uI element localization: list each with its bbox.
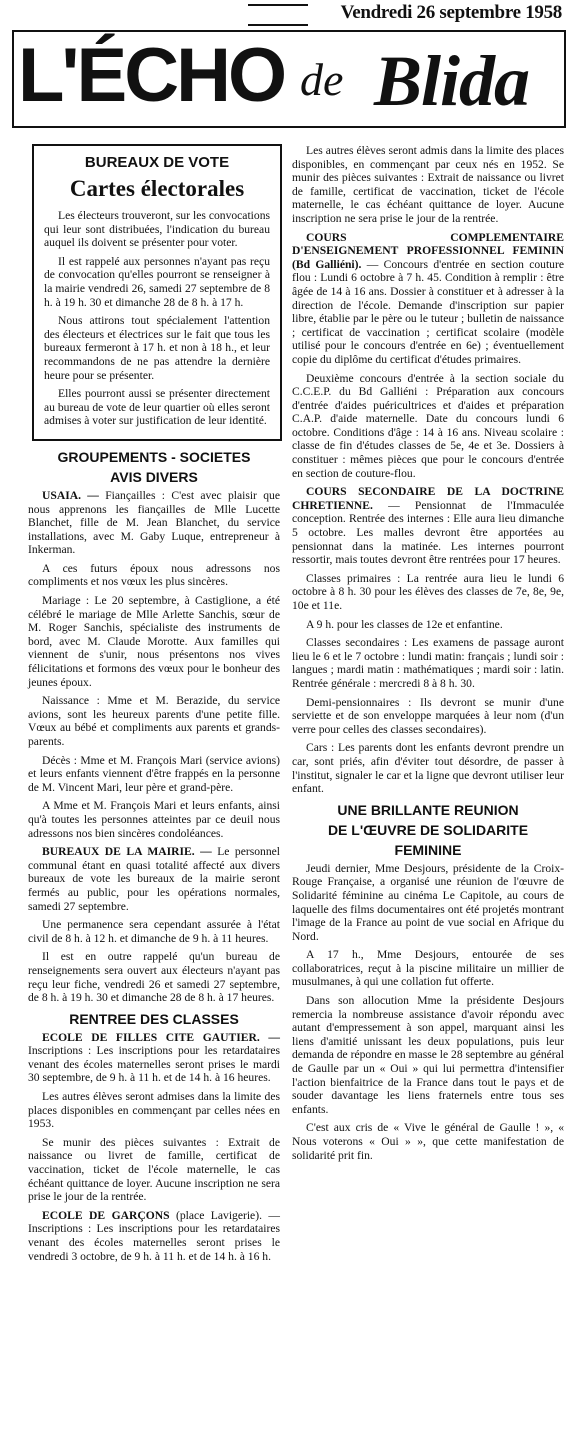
right-column [292, 144, 564, 1167]
groupements-heading: GROUPEMENTS - SOCIETES [57, 448, 251, 465]
masthead-de: de [300, 54, 344, 105]
article-paragraph: Les autres élèves seront admises dans la limite des places disponibles en commençant par celles nées en 1953. [28, 1090, 280, 1131]
filles-lead: ECOLE DE FILLES CITE GAUTIER. — [42, 1030, 280, 1044]
usaia-text: Fiançailles : C'est avec plaisir que nous apprenons les fiançailles de Mlle Lucette Blanchet, fille de M. Jean Blanchet, du service installations, avec M. Gaby Luque, entrepreneur à Inkerman. [28, 488, 280, 557]
masthead-echo: L'ÉCHO [18, 33, 285, 118]
garcons-lead: ECOLE DE GARÇONS [42, 1208, 170, 1222]
vote-paragraph: Il est rappelé aux personnes n'ayant pas reçu de convocation qu'elles pourront se renseigner à la mairie vendredi 26, samedi 27 septembre de 8 h. à 19 h. 30 et dimanche 28 de 8 h. à 17 h. [44, 254, 270, 309]
avis-divers-heading: AVIS DIVERS [110, 468, 198, 485]
article-paragraph [28, 1209, 280, 1263]
article-paragraph [28, 1031, 280, 1085]
article-paragraph: C'est aux cris de « Vive le général de Gaulle ! », « Nous voterons « Oui » », que cette manifestation de solidarité prit fin. [292, 1121, 564, 1162]
reunion-heading-1: UNE BRILLANTE REUNION [337, 801, 519, 818]
vote-heading: BUREAUX DE VOTE [84, 154, 230, 171]
reunion-heading-2: DE L'ŒUVRE DE SOLIDARITE [327, 821, 529, 838]
cours-lead: COURS COMPLEMENTAIRE D'ENSEIGNEMENT PROFESSIONNEL FEMININ (Bd Galliéni). [292, 230, 564, 271]
doctrine-text: — Pensionnat de l'Immaculée conception. Rentrée des internes : Elle aura lieu dimanche 5 octobre. Les malles devront être apportées au pensionnat dans la matinée. Les internes pourront ressortir, mais toutes devront être rentrées pour 17 heures. [292, 498, 564, 567]
article-paragraph: A ces futurs époux nous adressons nos compliments et nos vœux les plus sincères. [28, 561, 280, 589]
article-paragraph [28, 489, 280, 557]
masthead [12, 30, 566, 128]
usaia-lead: USAIA. — [42, 488, 99, 502]
article-paragraph: Cars : Les parents dont les enfants devront prendre un car, sont priés, afin d'éviter tout désordre, de passer à l'institut, signaler le car et la ligne que devront utiliser leur enfant. [292, 741, 564, 796]
article-paragraph: Demi-pensionnaires : Ils devront se munir d'une serviette et de son enveloppe marquées à leur nom (d'un verre pour celles des classes secondaires). [292, 695, 564, 736]
article-paragraph: Deuxième concours d'entrée à la section sociale du C.C.E.P. du Bd Galliéni : Préparation aux concours d'entrée d'aides puéricultrices et d'aides et préparation C.A.P. d'aide maternelle. Date du concours lundi 6 octobre. Conditions d'âge : 14 à 16 ans. Niveau scolaire : classe de fin d'études classes de 5e, 4e et 3e. Dossiers à constituer : mêmes pièces que pour le concours d'entrée en section de couture-flou. [292, 371, 564, 480]
mairie-text: Le personnel communal étant en quasi totalité affecté aux divers bureaux de vote les bureaux de la mairie seront fermés au public, pour les opérations normales, samedi 27 septembre. [28, 845, 280, 913]
garcons-text: (place Lavigerie). — Inscriptions : Les inscriptions pour les retardataires venant des écoles maternelles seront prises le vendredi 3 octobre, de 9 h. à 11 h. et de 14 h. à 16 h. [28, 1208, 281, 1263]
article-paragraph: A Mme et M. François Mari et leurs enfants, ainsi qu'à toutes les personnes atteintes par ce deuil nous adressons nos bien sincères condoléances. [28, 799, 280, 840]
article-paragraph: A 9 h. pour les classes de 12e et enfantine. [306, 617, 503, 631]
vote-paragraph: Nous attirons tout spécialement l'attention des électeurs et électrices sur le fait que tous les bureaux fermeront à 17 h. et non à 18 h., et leur recommandons de ne pas attendre la dernière heure pour se présenter. [44, 314, 270, 382]
article-paragraph: Les autres élèves seront admis dans la limite des places disponibles, en commençant par ceux nés en 1952. Se munir des pièces suivantes : Extrait de naissance ou livret de famille, certificat de vaccination, ticket de l'école maternelle, le cas échéant quittance de loyer. Aucune inscription ne sera prise le jour de la rentrée. [292, 144, 564, 225]
mairie-lead: BUREAUX DE LA MAIRIE. — [42, 845, 212, 859]
article-paragraph: A 17 h., Mme Desjours, entourée de ses collaboratrices, reçut à la piscine militaire un millier de musulmanes, à qui une collation fut offerte. [292, 948, 564, 989]
article-paragraph [28, 845, 280, 913]
article-paragraph: Naissance : Mme et M. Berazide, du service avions, sont les heureux parents d'une petite fille. Vœux au bébé et compliments aux parents et grands-parents. [28, 694, 280, 748]
issue-date: Vendredi 26 septembre 1958 [340, 2, 562, 23]
cours-text: — Concours d'entrée en section couture flou : Lundi 6 octobre à 7 h. 45. Condition à remplir : être âgée de 14 à 16 ans. Dossier à constituer et à adresser à la direction de l'école. Demande d'inscription sur papier libre, établie par le père ou le tuteur ; bulletin de naissance ; certificat de vaccination ; certificat scolaire (modèle utilisé pour le concours d'entrée en 6e) ; éventuellement copie du diplôme du certificat d'études primaires. [292, 257, 564, 366]
vote-paragraph: Elles pourront aussi se présenter directement au bureau de vote de leur quartier où elles seront admises à voter sur justification de leur identité. [44, 387, 270, 428]
article-paragraph: Jeudi dernier, Mme Desjours, présidente de la Croix-Rouge Française, a organisé une réunion de l'œuvre de Solidarité féminine au cinéma Le Capitole, au cours de laquelle des films documentaires ont été projetés montrant l'image de la France au point de vue social en Afrique du Nord. [292, 861, 564, 943]
article-paragraph: Classes secondaires : Les examens de passage auront lieu le 6 et le 7 octobre : lundi matin: français ; lundi soir : langues ; mardi matin : mathématiques ; mardi soir : latin. Rentrée générale : mercredi 8 à 8 h. 30. [292, 636, 564, 690]
article-paragraph: Décès : Mme et M. François Mari (service avions) et leurs enfants viennent d'être frappés en la personne de M. Vincent Mari, leur père et grand-père. [28, 753, 280, 794]
article-paragraph [292, 231, 564, 367]
article-paragraph: Il est en outre rappelé qu'un bureau de renseignements sera ouvert aux électeurs n'ayant pas reçu leur fiche, vendredi 26 et samedi 27 septembre, de 8 h. à 19 h. 30 et dimanche 28 de 8 h. à 17 heures. [28, 950, 280, 1005]
article-paragraph: Une permanence sera cependant assurée à l'état civil de 8 h. à 12 h. et dimanche de 9 h. à 11 heures. [28, 918, 280, 945]
doctrine-lead: COURS SECONDAIRE DE LA DOCTRINE CHRETIENNE. [292, 485, 564, 512]
article-paragraph: Se munir des pièces suivantes : Extrait de naissance ou livret de famille, certificat de vaccination, ticket de l'école maternelle, le cas échéant quittance de loyer. Aucune inscription ne sera prise le jour de la rentrée. [28, 1135, 280, 1204]
article-paragraph: Dans son allocution Mme la présidente Desjours remercia la nombreuse assistance d'avoir répondu avec autant d'empressement à son appel, marquant ainsi les liens d'amitié unissant les deux populations, puis leur demanda de répondre en masse le 28 septembre au général de Gaulle par un « Oui » qui lui permettra d'intensifier l'action bienfaitrice de la France dans tout le pays et de souder davantage les liens fraternels entre tous ses enfants. [292, 994, 565, 1116]
filles-text: Inscriptions : Les inscriptions pour les retardataires venant des écoles maternelles seront prises le mardi 30 septembre, de 9 h. à 11 h. et de 14 h. à 16 heures. [28, 1044, 280, 1085]
vote-title: Cartes électorales [69, 176, 245, 201]
vote-box [32, 144, 282, 441]
left-column [28, 144, 280, 1268]
article-paragraph: Mariage : Le 20 septembre, à Castiglione, a été célébré le mariage de Mlle Arlette Sanchis, sœur de M. Roger Sanchis, spécialiste des instruments de bord, avec M. Claude Morotte. Aux familles qui viennent de s'unir, nous présentons nos vives félicitations et formons des vœux pour le bonheur des jeunes époux. [28, 594, 280, 689]
masthead-blida: Blida [374, 41, 530, 121]
article-paragraph: Classes primaires : La rentrée aura lieu le lundi 6 octobre à 8 h. 30 pour les élèves des classes de 7e, 8e, 9e, 10e et 11e. [292, 571, 564, 612]
reunion-heading-3: FEMININE [394, 841, 462, 858]
article-paragraph [292, 485, 564, 567]
vote-paragraph: Les électeurs trouveront, sur les convocations qui leur sont distribuées, l'indication du bureau auquel ils doivent se présenter pour voter. [44, 209, 270, 250]
rentree-heading: RENTREE DES CLASSES [69, 1010, 239, 1027]
